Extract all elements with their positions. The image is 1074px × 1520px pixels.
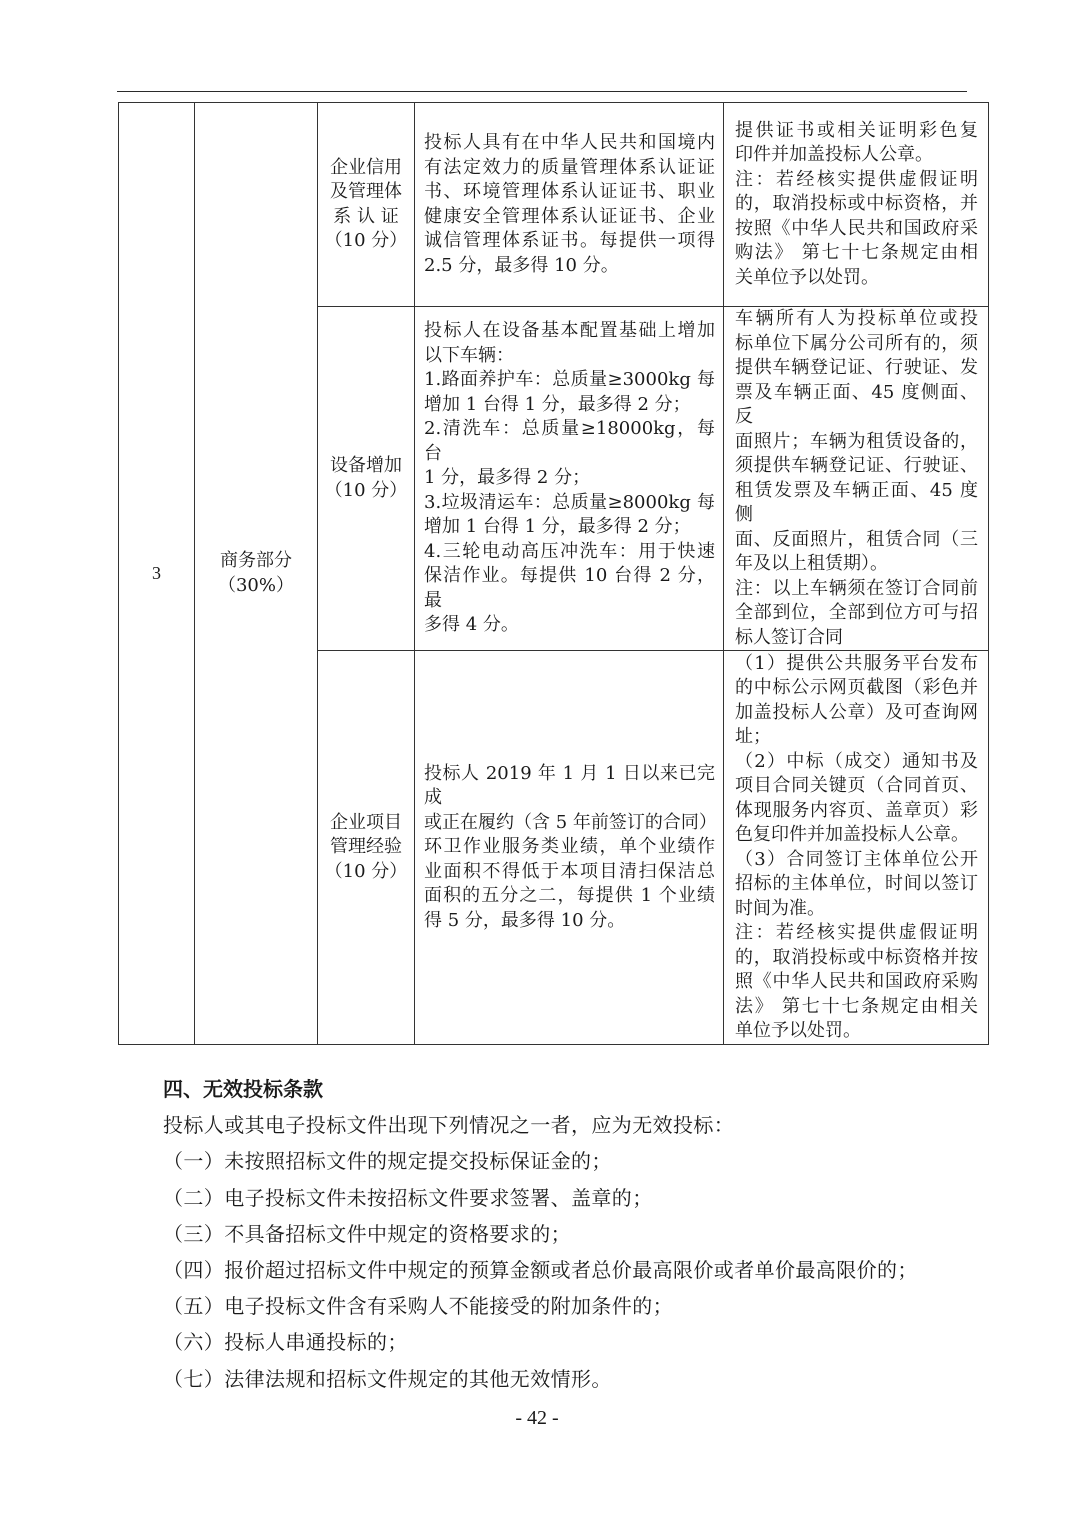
text-line: （3）合同签订主体单位公开: [735, 848, 978, 870]
text-line: 以下车辆：: [424, 344, 514, 366]
text-line: 须提供车辆登记证、行驶证、: [735, 455, 978, 476]
text-line: 2.5 分，最多得 10 分。: [424, 254, 619, 276]
text-line: 购法》 第七十七条规定由相: [735, 242, 978, 264]
text-line: 全部到位，全部到位方可与招: [735, 602, 978, 623]
text-line: 车辆所有人为投标单位或投: [735, 308, 978, 329]
criteria-cell: [415, 307, 724, 651]
text-line: 的中标公示网页截图（彩色并: [735, 677, 978, 698]
paragraph: [735, 848, 978, 922]
text-line: 时间为准。: [735, 897, 825, 919]
evidence-cell: [724, 307, 989, 651]
text-line: 体现服务内容页、盖章页）彩: [735, 799, 978, 821]
invalid-bid-section: [163, 1071, 1003, 1397]
text-line: 照《中华人民共和国政府采购: [735, 971, 978, 992]
text-line: 关单位予以处罚。: [735, 266, 879, 288]
text-line: 租赁发票及车辆正面、45 度侧: [735, 479, 978, 525]
text-line: 2.清洗车：总质量≥18000kg，每台: [424, 418, 715, 464]
criteria-cell: [415, 103, 724, 307]
header-rule: [117, 91, 967, 92]
text-line: 加盖投标人公章）及可查询网: [735, 701, 978, 723]
section-intro: 投标人或其电子投标文件出现下列情况之一者，应为无效投标：: [163, 1113, 735, 1138]
text-line: 健康安全管理体系认证证书、企业: [424, 205, 715, 227]
text-line: 单位予以处罚。: [735, 1020, 861, 1041]
text-line: 投标人 2019 年 1 月 1 日以来已完成: [424, 762, 715, 809]
text-line: 的，取消投标或中标资格并按: [735, 946, 978, 968]
text-line: 保洁作业。每提供 10 台得 2 分，最: [424, 565, 715, 611]
list-item: （三）不具备招标文件中规定的资格要求的；: [163, 1221, 571, 1246]
table-row: [119, 103, 989, 307]
label-line: 企业项目: [330, 811, 402, 833]
label-line: 管理经验: [330, 836, 402, 858]
text-line: （1）提供公共服务平台发布: [735, 652, 978, 674]
text-line: 得 5 分，最多得 10 分。: [424, 909, 626, 931]
text-line: 票及车辆正面、45 度侧面、反: [735, 381, 978, 427]
label-line: 及管理体: [330, 181, 402, 202]
row-index: 3: [152, 563, 161, 584]
text-line: 1.路面养护车：总质量≥3000kg 每: [424, 369, 715, 391]
label-line: 商务部分: [220, 550, 292, 571]
text-line: 增加 1 台得 1 分，最多得 2 分；: [424, 516, 691, 538]
text-line: 提供证书或相关证明彩色复: [735, 119, 978, 141]
text-line: 面照片；车辆为租赁设备的，: [735, 430, 978, 452]
text-line: 标单位下属分公司所有的，须: [735, 332, 978, 354]
text-line: 或正在履约（含 5 年前签订的合同）: [424, 811, 717, 833]
paragraph: [424, 131, 715, 278]
text-line: 4.三轮电动高压冲洗车：用于快速: [424, 540, 715, 562]
paragraph: [424, 417, 715, 491]
text-line: 面、反面照片，租赁合同（三: [735, 528, 978, 550]
text-line: 多得 4 分。: [424, 614, 519, 636]
text-line: （2）中标（成交）通知书及: [735, 750, 978, 772]
text-line: 址；: [735, 726, 771, 747]
paragraph: [424, 368, 715, 417]
text-line: 注：若经核实提供虚假证明: [735, 168, 978, 190]
text-line: 按照《中华人民共和国政府采: [735, 217, 978, 239]
text-line: 有法定效力的质量管理体系认证证: [424, 156, 715, 178]
paragraph: [735, 652, 978, 750]
text-line: 标人签订合同: [735, 626, 843, 648]
paragraph: [424, 540, 715, 638]
label-line: （10 分）: [324, 230, 408, 251]
label-line: （10 分）: [324, 860, 408, 882]
page-number: - 42 -: [515, 1407, 559, 1429]
text-line: 增加 1 台得 1 分，最多得 2 分；: [424, 393, 691, 415]
label-line: 设备增加: [330, 455, 402, 476]
list-item: （一）未按照招标文件的规定提交投标保证金的；: [163, 1149, 612, 1174]
text-line: 项目合同关键页（合同首页、: [735, 775, 978, 796]
row-index-cell: [119, 103, 195, 1045]
text-line: 印件并加盖投标人公章。: [735, 144, 933, 166]
text-line: 色复印件并加盖投标人公章。: [735, 824, 969, 845]
text-line: 注：若经核实提供虚假证明: [735, 922, 978, 943]
text-line: 书、环境管理体系认证证书、职业: [424, 181, 715, 202]
text-line: 投标人具有在中华人民共和国境内: [424, 132, 715, 153]
item-name-cell: [318, 103, 415, 307]
text-line: 投标人在设备基本配置基础上增加: [424, 320, 715, 342]
label-line: 企业信用: [330, 156, 402, 178]
paragraph: [424, 319, 715, 368]
text-line: 注：以上车辆须在签订合同前: [735, 577, 978, 599]
item-name-cell: [318, 307, 415, 651]
paragraph: [735, 168, 978, 291]
item-name-cell: [318, 651, 415, 1045]
section-heading: 四、无效投标条款: [163, 1077, 323, 1101]
paragraph: [735, 119, 978, 168]
text-line: 的，取消投标或中标资格，并: [735, 193, 978, 215]
list-item: （五）电子投标文件含有采购人不能接受的附加条件的；: [163, 1294, 673, 1319]
text-line: 提供车辆登记证、行驶证、发: [735, 357, 978, 378]
label-line: （10 分）: [324, 479, 408, 501]
scoring-table: [118, 102, 989, 1045]
list-item: （六）投标人串通投标的；: [163, 1330, 408, 1355]
list-item: （四）报价超过招标文件中规定的预算金额或者总价最高限价或者单价最高限价的；: [163, 1258, 918, 1283]
text-line: 1 分，最多得 2 分；: [424, 467, 591, 489]
label-line: （30%）: [217, 574, 294, 596]
evidence-cell: [724, 651, 989, 1045]
text-line: 招标的主体单位，时间以签订: [735, 873, 978, 894]
paragraph: [735, 307, 978, 577]
text-line: 法》 第七十七条规定由相关: [735, 995, 978, 1017]
paragraph: [735, 577, 978, 651]
paragraph: [424, 491, 715, 540]
text-line: 3.垃圾清运车：总质量≥8000kg 每: [424, 491, 715, 513]
evidence-cell: [724, 103, 989, 307]
paragraph: [424, 762, 715, 934]
list-item: （二）电子投标文件未按招标文件要求签署、盖章的；: [163, 1185, 653, 1210]
list-item: （七）法律法规和招标文件规定的其他无效情形。: [163, 1366, 612, 1391]
paragraph: [735, 921, 978, 1044]
text-line: 业面积不得低于本项目清扫保洁总: [424, 860, 715, 882]
text-line: 年及以上租赁期）。: [735, 553, 888, 574]
category-cell: [195, 103, 318, 1045]
text-line: 诚信管理体系证书。每提供一项得: [424, 230, 715, 251]
label-line: 系 认 证: [333, 205, 399, 227]
text-line: 环卫作业服务类业绩，单个业绩作: [424, 836, 715, 858]
paragraph: [735, 750, 978, 848]
criteria-cell: [415, 651, 724, 1045]
text-line: 面积的五分之二，每提供 1 个业绩: [424, 885, 715, 907]
